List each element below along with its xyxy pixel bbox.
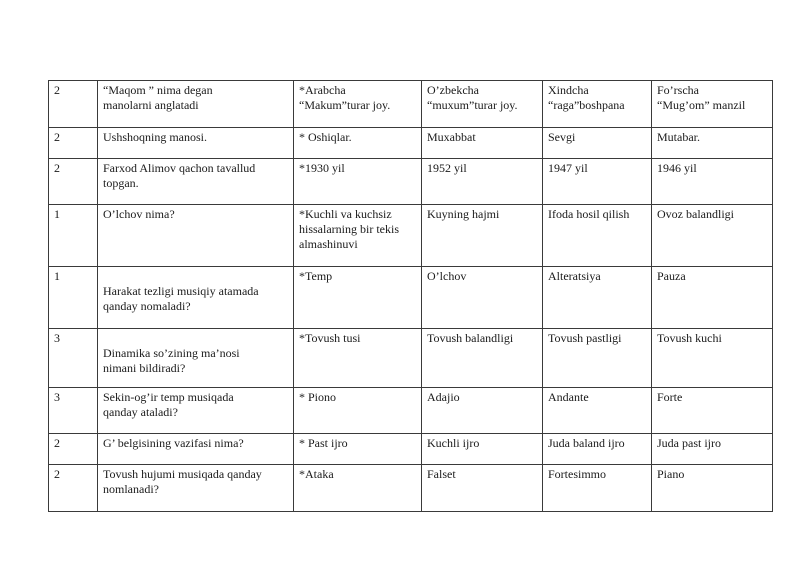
option-b-cell: Muxabbat [422, 128, 543, 159]
option-b-cell: Adajio [422, 388, 543, 434]
table-row [49, 434, 773, 465]
difficulty-cell: 2 [49, 81, 98, 128]
difficulty-cell: 3 [49, 329, 98, 388]
option-d-cell: Fo’rscha “Mug’om” manzil [652, 81, 773, 128]
option-c-cell: 1947 yil [543, 159, 652, 205]
option-c-cell: Juda baland ijro [543, 434, 652, 465]
table-row [49, 159, 773, 205]
question-cell: Farxod Alimov qachon tavallud topgan. [98, 159, 294, 205]
difficulty-cell: 3 [49, 388, 98, 434]
option-b-cell: O’lchov [422, 267, 543, 329]
question-cell: Tovush hujumi musiqada qanday nomlanadi? [98, 465, 294, 512]
option-c-cell: Fortesimmo [543, 465, 652, 512]
correct-answer-cell: * Piono [294, 388, 422, 434]
table-row [49, 128, 773, 159]
difficulty-cell: 2 [49, 434, 98, 465]
question-cell: Dinamika so’zining ma’nosi nimani bildiradi? [98, 329, 294, 388]
correct-answer-cell: *Arabcha “Makum”turar joy. [294, 81, 422, 128]
option-d-cell: Pauza [652, 267, 773, 329]
difficulty-cell: 2 [49, 465, 98, 512]
option-d-cell: Piano [652, 465, 773, 512]
option-c-cell: Ifoda hosil qilish [543, 205, 652, 267]
correct-answer-cell: *Kuchli va kuchsiz hissalarning bir tekis almashinuvi [294, 205, 422, 267]
table-row [49, 329, 773, 388]
table-row [49, 81, 773, 128]
option-c-cell: Alteratsiya [543, 267, 652, 329]
option-d-cell: Forte [652, 388, 773, 434]
table-row [49, 388, 773, 434]
table-row [49, 267, 773, 329]
question-cell: Ushshoqning manosi. [98, 128, 294, 159]
difficulty-cell: 1 [49, 267, 98, 329]
table-row [49, 465, 773, 512]
quiz-table [48, 80, 773, 512]
option-c-cell: Xindcha “raga”boshpana [543, 81, 652, 128]
option-b-cell: Falset [422, 465, 543, 512]
option-b-cell: 1952 yil [422, 159, 543, 205]
option-c-cell: Andante [543, 388, 652, 434]
table-row [49, 205, 773, 267]
difficulty-cell: 2 [49, 159, 98, 205]
question-cell: G’ belgisining vazifasi nima? [98, 434, 294, 465]
difficulty-cell: 2 [49, 128, 98, 159]
option-c-cell: Sevgi [543, 128, 652, 159]
option-d-cell: 1946 yil [652, 159, 773, 205]
question-cell: “Maqom ” nima degan manolarni anglatadi [98, 81, 294, 128]
question-cell: O’lchov nima? [98, 205, 294, 267]
option-d-cell: Tovush kuchi [652, 329, 773, 388]
correct-answer-cell: * Past ijro [294, 434, 422, 465]
correct-answer-cell: *Temp [294, 267, 422, 329]
correct-answer-cell: * Oshiqlar. [294, 128, 422, 159]
option-d-cell: Mutabar. [652, 128, 773, 159]
option-b-cell: Tovush balandligi [422, 329, 543, 388]
question-cell: Sekin-og’ir temp musiqada qanday ataladi? [98, 388, 294, 434]
correct-answer-cell: *Ataka [294, 465, 422, 512]
option-b-cell: Kuchli ijro [422, 434, 543, 465]
option-c-cell: Tovush pastligi [543, 329, 652, 388]
option-b-cell: O’zbekcha “muxum”turar joy. [422, 81, 543, 128]
difficulty-cell: 1 [49, 205, 98, 267]
option-d-cell: Juda past ijro [652, 434, 773, 465]
correct-answer-cell: *Tovush tusi [294, 329, 422, 388]
correct-answer-cell: *1930 yil [294, 159, 422, 205]
question-cell: Harakat tezligi musiqiy atamada qanday nomaladi? [98, 267, 294, 329]
option-b-cell: Kuyning hajmi [422, 205, 543, 267]
option-d-cell: Ovoz balandligi [652, 205, 773, 267]
